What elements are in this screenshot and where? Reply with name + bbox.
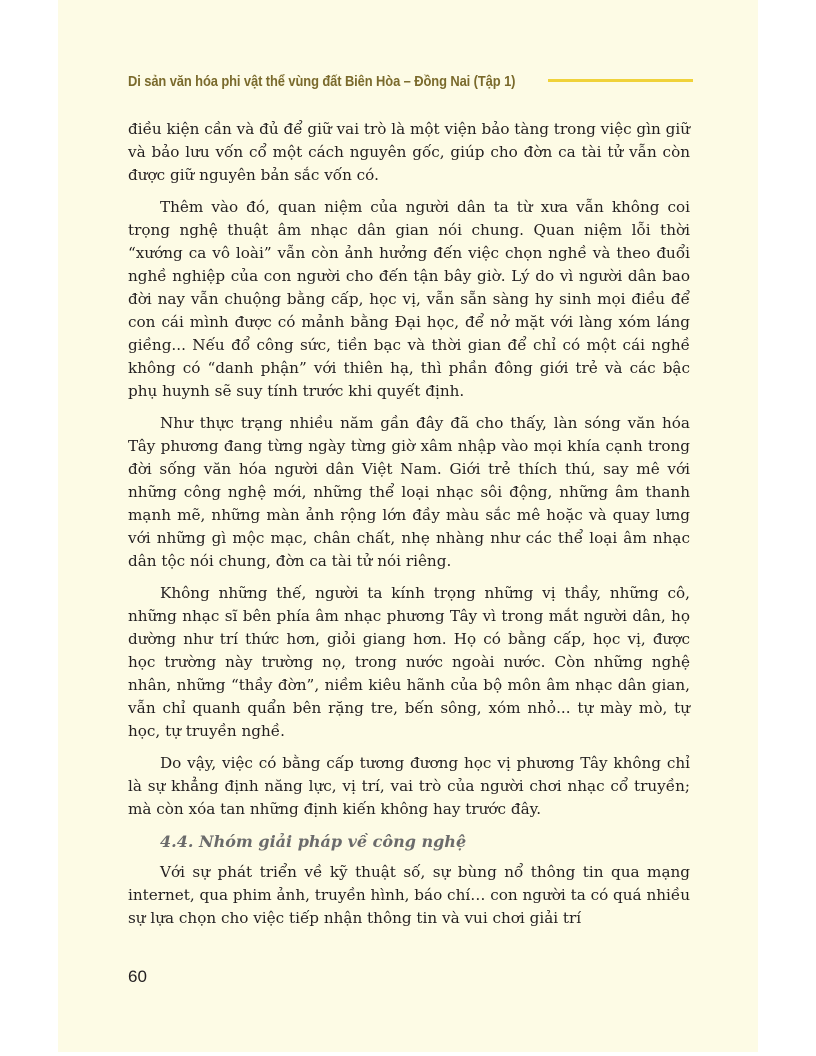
paragraph: Thêm vào đó, quan niệm của người dân ta từ xưa vẫn không coi trọng nghệ thuật âm nhạc dân gian nói chung. Quan niệm lỗi thời “xướng ca vô loài” vẫn còn ảnh hưởng đến việc chọn nghề và theo đuổi nghề nghiệp của con người cho đến tận bây giờ. Lý do vì người dân bao đời nay vẫn chuộng bằng cấp, học vị, vẫn sẵn sàng hy sinh mọi điều để con cái mình được có mảnh bằng Đại học, để nở mặt với làng xóm láng giềng... Nếu đổ công sức, tiền bạc và thời gian để chỉ có một cái nghề không có “danh phận” với thiên hạ, thì phần đông giới trẻ và các bậc phụ huynh sẽ suy tính trước khi quyết định. (128, 198, 690, 400)
paragraph: Không những thế, người ta kính trọng những vị thầy, những cô, những nhạc sĩ bên phía âm nhạc phương Tây vì trong mắt người dân, họ dường như trí thức hơn, giỏi giang hơn. Họ có bằng cấp, học vị, được học trường này trường nọ, trong nước ngoài nước. Còn những nghệ nhân, những “thầy đờn”, niềm kiêu hãnh của bộ môn âm nhạc dân gian, vẫn chỉ quanh quẩn bên rặng tre, bến sông, xóm nhỏ... tự mày mò, tự học, tự truyền nghề. (128, 584, 690, 740)
body-text (128, 118, 690, 939)
paragraph: Do vậy, việc có bằng cấp tương đương học vị phương Tây không chỉ là sự khẳng định năng lực, vị trí, vai trò của người chơi nhạc cổ truyền; mà còn xóa tan những định kiến không hay trước đây. (128, 754, 690, 818)
header-rule (548, 79, 693, 82)
running-header-title: Di sản văn hóa phi vật thể vùng đất Biên Hòa – Đồng Nai (Tập 1) (128, 72, 516, 90)
paragraph: Với sự phát triển về kỹ thuật số, sự bùng nổ thông tin qua mạng internet, qua phim ảnh, truyền hình, báo chí… con người ta có quá nhiều sự lựa chọn cho việc tiếp nhận thông tin và vui chơi giải trí (128, 863, 690, 927)
running-header (128, 70, 693, 92)
paragraph: Như thực trạng nhiều năm gần đây đã cho thấy, làn sóng văn hóa Tây phương đang từng ngày từng giờ xâm nhập vào mọi khía cạnh trong đời sống văn hóa người dân Việt Nam. Giới trẻ thích thú, say mê với những công nghệ mới, những thể loại nhạc sôi động, những âm thanh mạnh mẽ, những màn ảnh rộng lớn đầy màu sắc mê hoặc và quay lưng với những gì mộc mạc, chân chất, nhẹ nhàng như các thể loại âm nhạc dân tộc nói chung, đờn ca tài tử nói riêng. (128, 414, 690, 570)
page-number: 60 (128, 967, 147, 986)
section-heading: 4.4. Nhóm giải pháp về công nghệ (160, 832, 467, 851)
paragraph: điều kiện cần và đủ để giữ vai trò là một viện bảo tàng trong việc gìn giữ và bảo lưu vốn cổ một cách nguyên gốc, giúp cho đờn ca tài tử vẫn còn được giữ nguyên bản sắc vốn có. (128, 120, 690, 184)
